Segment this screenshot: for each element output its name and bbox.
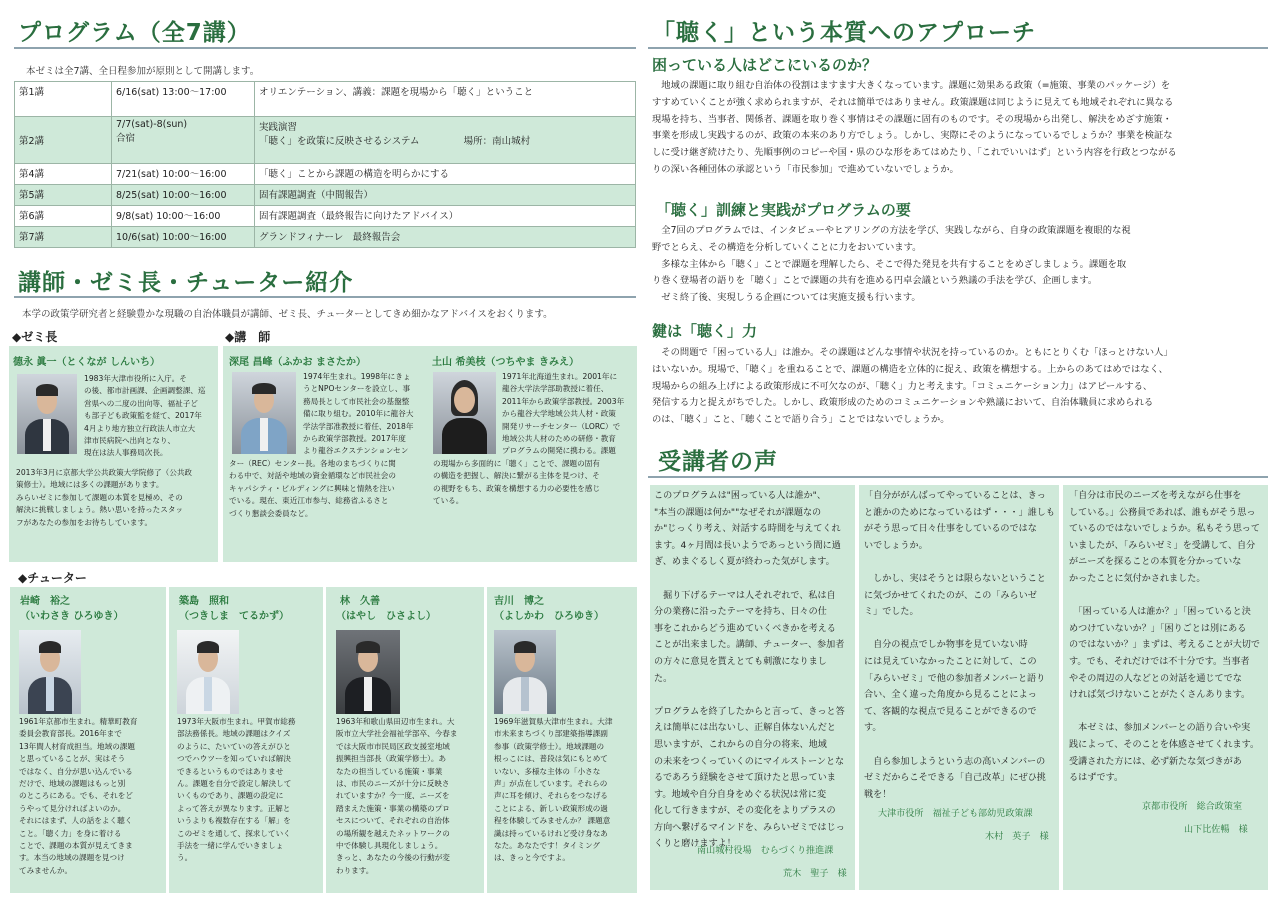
- voice-org: 京都市役所 総合政策室: [1142, 802, 1243, 812]
- koshi-name: 深尾 昌峰（ふかお まさたか）: [229, 357, 366, 368]
- program-title: プログラム（全7講）: [18, 20, 251, 46]
- lecture-content-line: 実践演習: [259, 122, 298, 133]
- staff-intro: 本学の政策学研究者と経験豊かな現職の自治体職員が講師、ゼミ長、チューターとしてきめ細かなアドバイスをおくります。: [22, 309, 553, 320]
- table-row: [15, 117, 636, 164]
- voice-text: このプログラムは"困っている人は誰か"、 "本当の課題は何か""なぜそれが課題なの か"じっくり考え、対話する時間を与えてくれ ます。4ヶ月間は長いようであっという間に過 ぎ、めまぐるしく夏が終わった気がします。 掘り下げるテーマは人それぞれで、私は自 分の業務に沿ったテーマを持ち、日々の仕 事をこれからどう進めていくべきかを考える ことが出来ました。講師、チューター、参加者 の方々に意見を貰えとても刺激になりまし た。 プログラムを終了したからと言って、きっと答 えは簡単には出ないし、正解自体ないんだと 思いますが、これからの自分の将来、地域 の未来をつくっていくのにマイルストーンとな るであろう経験をさせて頂けたと思っていま す。地域や自分自身をめぐる状況は常に変 化して行きますが、その変化をよりプラスの 方向へ繋げるマインドを、みらいゼミではじっ くりと磨けますよ！: [654, 491, 845, 850]
- tutor-photo: [336, 630, 400, 714]
- table-row: [15, 206, 636, 227]
- lecture-number: 第2講: [15, 117, 112, 164]
- koshi-photo: [433, 372, 496, 454]
- koshi-name: 土山 希美枝（つちやま きみえ）: [432, 357, 579, 368]
- lecture-place: 場所：南山城村: [463, 136, 531, 147]
- approach-title: 「聴く」という本質へのアプローチ: [652, 20, 1036, 46]
- lecture-number: 第7講: [15, 227, 112, 248]
- tutor-bio: 1973年大阪市生まれ。甲賀市総務 部法務係長。地域の課題はクイズ のように、たいていの答えがひと つでハウツーを知っていれば解決 できるというものではありませ ん。課題を自分で設定し解決して いくものであり、課題の設定に よって答えが異なります。正解と いうよりも複数存在する「解」を このゼミを通して、探求していく 手法を一緒に学んでいきましょ う。: [177, 717, 296, 863]
- lecture-content-line: [259, 133, 631, 147]
- approach-paragraph: その問題で「困っている人」は誰か。その課題はどんな事情や状況を持っているのか。ともにとりくむ「ほっとけない人」 はいないか。現場で、「聴く」を重ねることで、課題の構造を立体的に捉え、政策を構想する。上からのあてはめではなく、 現場からの組み上げによる政策形成に不可欠なのが、「聴く」力と考えます。「コミュニケーション力」はアピールする、 発信する力と捉えがちでした。しかし、政策形成のためのコミュニケーションや熟議において、自治体職員に求められる のは、「聴く」こと、「聴くことで語り合う」ことではないでしょうか。: [652, 347, 1173, 426]
- koshi-bio: 1971年北海道生まれ。2001年に 龍谷大学法学部助教授に着任、 2011年から政策学部教授。2003年 から龍谷大学地域公共人材・政策 開発リサーチセンター（LORC）で 地域公共人材のための研修・教育 プログラムの開発に携わる。課題: [502, 372, 625, 456]
- voice-text: 「自分は市民のニーズを考えながら仕事を している。」公務員であれば、誰もがそう思っ ているのではないでしょうか。私もそう思って いましたが、「みらいゼミ」を受講して、自分 がニーズを探ることの本質を分かっていな かったことに気付かされました。 「困っている人は誰か？」「困っていると決 めつけていないか？」「困りごとは別にある のではないか？」まずは、考えることが大切で す。でも、それだけでは不十分です。当事者 やその周辺の人などとの対話を通じてでな ければ気づけないことがたくさんあります。 本ゼミは、参加メンバーとの語り合いや実 践によって、そのことを体感させてくれます。 受講された方には、必ず新たな気づきがあ るはずです。: [1069, 491, 1260, 784]
- zemicho-bio: 1983年大津市役所に入庁。そ の後、都市計画課、企画調整課、巡 営県への二度の出向等、福祉子ど も部子ども政策監を経て、2017年 4月より地方独立行政法人市立大 津市民病院へ出向となり、 現在は法人事務局次長。: [84, 374, 206, 458]
- approach-heading: 困っている人はどこにいるのか？: [652, 56, 878, 74]
- lecture-date-note: 合宿: [116, 133, 136, 144]
- lecture-date: 6/16(sat) 13:00～17:00: [112, 82, 255, 117]
- lecture-number: 第1講: [15, 82, 112, 117]
- lecture-content: グランドフィナーレ 最終報告会: [255, 227, 636, 248]
- tutor-photo: [177, 630, 239, 714]
- table-row: [15, 227, 636, 248]
- table-row: [15, 164, 636, 185]
- tutor-name: 林 久善: [340, 596, 380, 607]
- lecture-number: 第5講: [15, 185, 112, 206]
- lecture-date: 9/8(sat) 10:00～16:00: [112, 206, 255, 227]
- voices-title: 受講者の声: [658, 449, 778, 475]
- tutor-kana: （つきしま てるかず）: [179, 611, 289, 622]
- lecture-date: 7/21(sat) 10:00～16:00: [112, 164, 255, 185]
- approach-heading: 鍵は「聴く」力: [652, 322, 758, 340]
- voice-person: 山下比佐暢 様: [1184, 825, 1248, 835]
- zemicho-label: ◆ゼミ長: [12, 330, 58, 344]
- lecture-content: オリエンテーション、講義：課題を現場から「聴く」ということ: [255, 82, 636, 117]
- staff-title: 講師・ゼミ長・チューター紹介: [18, 270, 354, 296]
- voice-org: 南山城村役場 むらづくり推進課: [697, 846, 834, 856]
- voice-person: 木村 英子 様: [985, 832, 1049, 842]
- lecture-date: [112, 117, 255, 164]
- approach-title-rule: [648, 47, 1268, 49]
- voices-title-rule: [648, 476, 1268, 478]
- voice-text: 「自分ががんばってやっていることは、きっ と誰かのためになっているはず・・・」誰しも がそう思って日々仕事をしているのではな いでしょうか。 しかし、実はそうとは限らないということ に気づかせてくれたのが、この「みらいゼ ミ」でした。 自分の視点でしか物事を見ていない時 には見えていなかったことに対して、この 「みらいゼミ」で他の参加者メンバーと語り 合い、全く違った角度から見ることによっ て、客観的な視点で見ることができるので す。 自ら参加しようという志の高いメンバーの ゼミだからこそできる「自己改革」にぜひ挑 戦を！: [864, 491, 1055, 800]
- lecture-number: 第6講: [15, 206, 112, 227]
- approach-paragraph: 地域の課題に取り組む自治体の役割はますます大きくなっています。課題に効果ある政策（=施策、事業のパッケージ）を すすめていくことが強く求められますが、それは簡単ではありません。政策課題は同じように見えても地域それぞれに異なる 現場を持ち、当事者、関係者、課題を取り巻く事情はその課題に固有のものです。その現場から出発し、解決をめざす施策・ 事業を形成し実践するのが、政策の本来のあり方でしょう。しかし、実際にそのようになっているでしょうか？事業を検証な しに受け継ぎ続けたり、先順事例のコピーや国・県のひな形をあてはめたり、「これでいいはず」という内容を行政とつながる りの深い各種団体の承認という「市民参加」で進めていないでしょうか。: [652, 80, 1177, 175]
- tutor-kana: （いわさき ひろゆき）: [20, 611, 124, 622]
- zemicho-bio-cont: 2013年3月に京都大学公共政策大学院修了（公共政 策修士）。地域には多くの課題があります。 みらいゼミに参加して課題の本質を見極め、その 解決に挑戦しましょう。熱い思いを持ったスタッ フがあなたの参加をお待ちしています。: [16, 468, 193, 527]
- tutor-bio: 1963年和歌山県田辺市生まれ。大 阪市立大学社会福祉学部卒、今春ま では大阪市市民局区政支援室地域 振興担当部長（政策学修士）。あ なたの担当している施策・事業 は、市民のニーズが十分に反映さ れていますか？今一度、ニーズを 踏まえた施策・事業の構築のプロ セスについて、それぞれの自治体 の場所観を越えたネットワークの 中で体験し具現化しましょう。 きっと、あなたの今後の行動が変 わります。: [336, 717, 458, 875]
- koshi-bio-cont: の現場から多面的に「聴く」ことで、課題の固有 の構造を把握し、解決に繋がる主体を見つけ、そ の視野をもち、政策を構想する力の必要性を感じ ている。: [433, 459, 601, 506]
- tutor-kana: （よしかわ ひろゆき）: [494, 611, 604, 622]
- koshi-label: ◆講 師: [225, 330, 271, 344]
- tutor-bio: 1961年京都市生まれ。精華町教育 委員会教育部長。2016年まで 13年間人材育成担当。地域の課題 と思っていることが、実はそう ではなく、自分が思い込んでいる だけで、地域の課題はもっと別 のところにある。でも、それをど うやって見分ければよいのか。 それにはまず、人の話をよく聴く こと。「聴く力」を身に着ける ことで、課題の本質が見えてきま す。本当の地域の課題を見つけ てみませんか。: [19, 717, 138, 875]
- tutor-photo: [19, 630, 81, 714]
- zemicho-photo: [17, 374, 77, 454]
- lecture-date: 8/25(sat) 10:00～16:00: [112, 185, 255, 206]
- tutor-name: 築島 照和: [179, 596, 229, 607]
- approach-paragraph: 全7回のプログラムでは、インタビューやヒアリングの方法を学び、実践しながら、自身の政策課題を複眼的な視 野でとらえ、その構造を分析していくことに力をおいています。 多様な主体から「聴く」ことで課題を理解したら、そこで得た発見を共有することをめざしましょう。課題を取 り巻く登場者の語りを「聴く」ことで課題の共有を進める円卓会議という熟議の手法を学び、企画します。 ゼミ終了後、実現しうる企画については実施支援も行います。: [652, 225, 1131, 304]
- koshi-photo: [232, 372, 296, 454]
- koshi-bio: 1974年生まれ。1998年にきょ うとNPOセンターを設立し、事 務局長として市民社会の基盤整 備に取り組む。2010年に龍谷大 学法学部准教授に着任、2018年 から政策学部教授。2017年度 より龍谷エクステンションセン: [303, 372, 414, 456]
- zemicho-name: 德永 眞一（とくなが しんいち）: [13, 357, 160, 368]
- program-intro: 本ゼミは全7講、全日程参加が原則として開講します。: [26, 66, 260, 77]
- lecture-content: 固有課題調査（最終報告に向けたアドバイス）: [255, 206, 636, 227]
- lecture-date-line: 7/7(sat)-8(sun): [116, 119, 188, 130]
- table-row: [15, 185, 636, 206]
- table-row: [15, 82, 636, 117]
- lecture-content: 「聴く」ことから課題の構造を明らかにする: [255, 164, 636, 185]
- lecture-content: 固有課題調査（中間報告）: [255, 185, 636, 206]
- tutor-photo: [494, 630, 556, 714]
- lecture-content: [255, 117, 636, 164]
- lecture-content-text: 「聴く」を政策に反映させるシステム: [259, 136, 420, 147]
- program-table: [14, 81, 636, 248]
- tutor-bio: 1969年滋賀県大津市生まれ。大津 市未来まちづくり部建築指導課副 参事（政策学修士）。地域課題の 根っこには、普段は気にもとめて いない、多様な主体の「小さな 声」が点在しています。それらの 声に耳を傾け、それらをつなげる ことによる、新しい政策形成の過 程を体験してみませんか？ 課題意 識は持っているけれど受け身なあ なた。あなたです！タイミング は、きっと今ですよ。: [494, 717, 613, 863]
- tutor-label: ◆チューター: [18, 571, 87, 585]
- voice-person: 荒木 聖子 様: [783, 869, 847, 879]
- tutor-name: 岩崎 裕之: [20, 596, 70, 607]
- tutor-name: 吉川 博之: [494, 596, 544, 607]
- approach-heading: 「聴く」訓練と実践がプログラムの要: [656, 201, 911, 219]
- program-title-rule: [14, 47, 636, 49]
- lecture-number: 第4講: [15, 164, 112, 185]
- lecture-date: 10/6(sat) 10:00～16:00: [112, 227, 255, 248]
- staff-title-rule: [14, 296, 636, 298]
- voice-org: 大津市役所 福祉子ども部幼児政策課: [878, 809, 1033, 819]
- tutor-kana: （はやし ひさよし）: [336, 611, 436, 622]
- koshi-bio-cont: ター（REC）センター長。各地のまちづくりに関 わる中で、対話や地域の資金循環など市民社会の キャパシティ・ビルディングに興味と情熱を注い でいる。現在、東近江市参与、総務省ふるさと づくり懇談会委員など。: [229, 459, 396, 518]
